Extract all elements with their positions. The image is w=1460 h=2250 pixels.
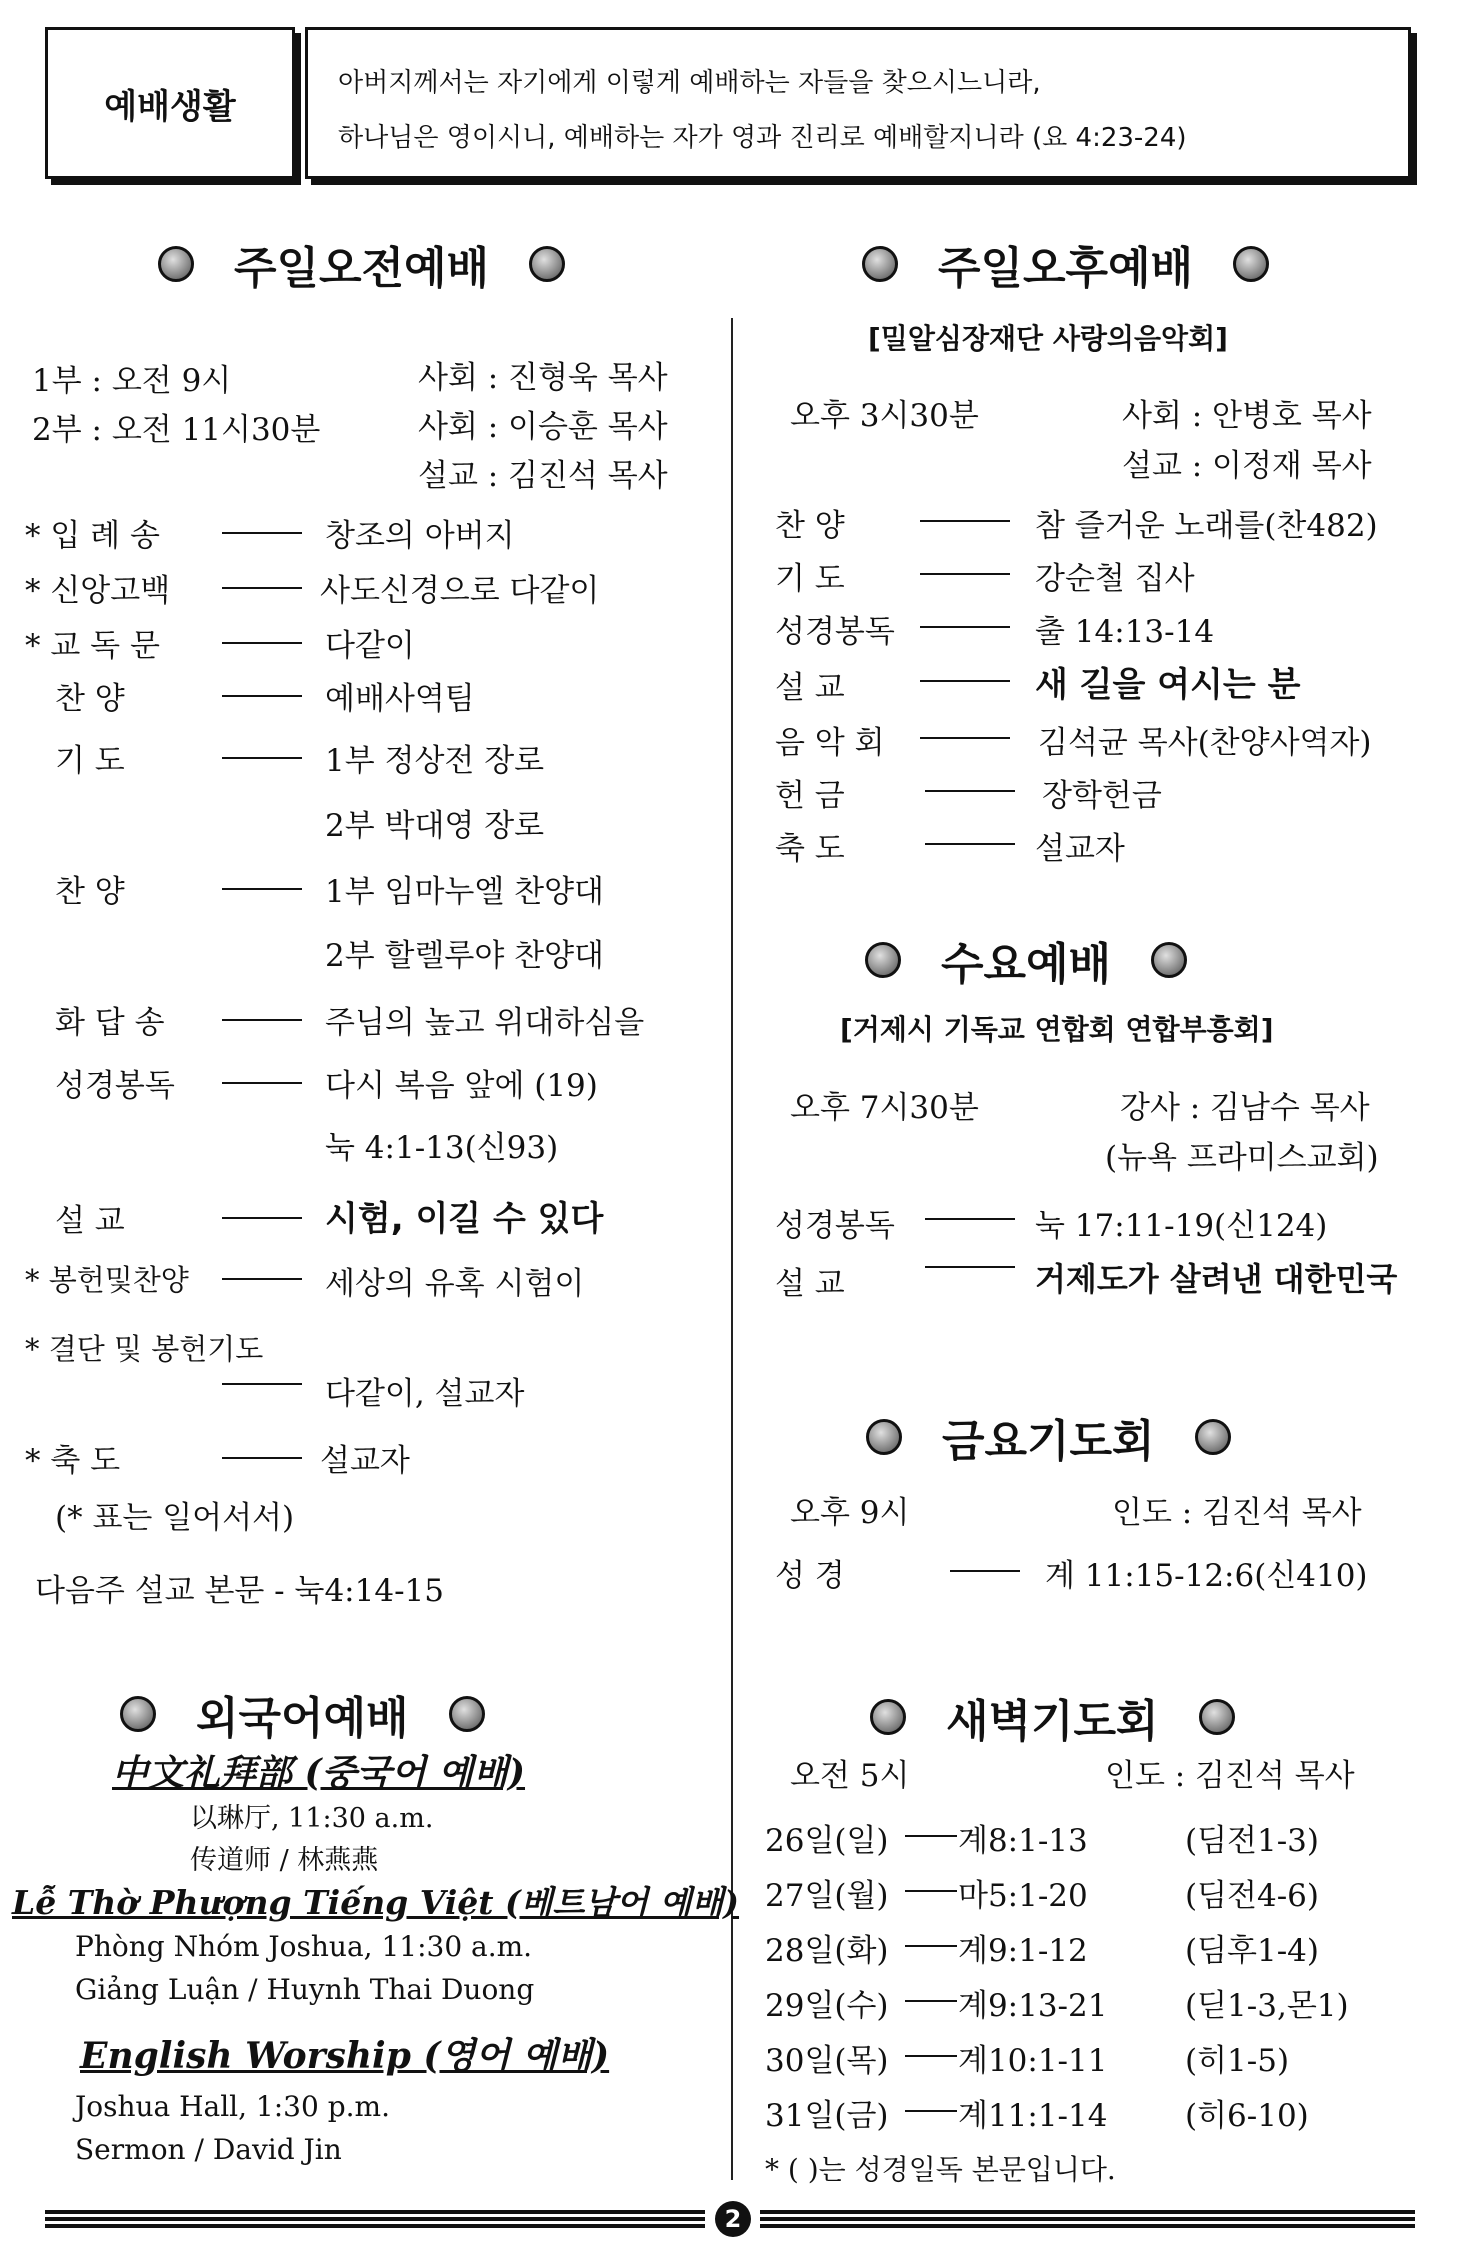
order-value: 출 14:13-14 (1035, 614, 1215, 650)
bullet-icon (449, 1696, 485, 1732)
dash (222, 1457, 302, 1459)
order-value: 1부 정상전 장로 (325, 743, 545, 779)
schedule-reading: (딛1-3,몬1) (1185, 1988, 1349, 2024)
dash (222, 532, 302, 534)
dash (925, 843, 1015, 845)
schedule-reading: (히1-5) (1185, 2043, 1290, 2079)
dawn-title-text: 새벽기도회 (946, 1696, 1159, 1747)
preacher: 설교 : 김진석 목사 (418, 458, 668, 494)
afternoon-sermon-title: 새 길을 여시는 분 (1035, 665, 1301, 705)
order-label: * 축 도 (25, 1443, 121, 1479)
afternoon-title-text: 주일오후예배 (938, 243, 1194, 294)
dash (925, 790, 1015, 792)
order-value: 사도신경으로 다같이 (320, 573, 600, 609)
dash (925, 1218, 1015, 1220)
afternoon-preacher: 설교 : 이정재 목사 (1122, 448, 1372, 484)
order-label: * 봉헌및찬양 (25, 1263, 189, 1297)
dash (222, 642, 302, 644)
order-label: 찬 양 (55, 681, 125, 717)
order-label: 축 도 (775, 831, 845, 867)
schedule-day: 26일(일) (765, 1823, 889, 1859)
order-value-2: 2부 박대영 장로 (325, 808, 545, 844)
schedule-text: 계10:1-11 (958, 2043, 1108, 2079)
order-value: 강순철 집사 (1035, 561, 1195, 597)
english-line-1: Joshua Hall, 1:30 p.m. (75, 2090, 390, 2123)
morning-title (158, 232, 565, 296)
order-value: 다시 복음 앞에 (19) (325, 1068, 598, 1104)
order-value: 세상의 유혹 시험이 (325, 1266, 585, 1302)
bullet-icon (870, 1699, 906, 1735)
order-value: 설교자 (320, 1443, 410, 1479)
schedule-reading: (딤전4-6) (1185, 1878, 1320, 1914)
foreign-title-text: 외국어예배 (196, 1693, 409, 1744)
schedule-reading: (딤후1-4) (1185, 1933, 1320, 1969)
verse-line-2: 하나님은 영이시니, 예배하는 자가 영과 진리로 예배할지니라 (요 4:23-24) (338, 123, 1187, 153)
dash (920, 626, 1010, 628)
bullet-icon (158, 246, 194, 282)
order-value: 눅 17:11-19(신124) (1035, 1208, 1328, 1244)
wednesday-church: (뉴욕 프라미스교회) (1105, 1140, 1379, 1176)
dash (222, 1082, 302, 1084)
morning-title-text: 주일오전예배 (234, 243, 490, 294)
order-value: 1부 임마누엘 찬양대 (325, 874, 604, 910)
friday-title-text: 금요기도회 (942, 1416, 1155, 1467)
wednesday-sermon-title: 거제도가 살려낸 대한민국 (1035, 1260, 1398, 1298)
dash (222, 587, 302, 589)
schedule-day: 30일(목) (765, 2043, 889, 2079)
verse-line-1: 아버지께서는 자기에게 이렇게 예배하는 자들을 찾으시느니라, (338, 68, 1041, 98)
schedule-reading: (딤전1-3) (1185, 1823, 1320, 1859)
dash (905, 2055, 957, 2057)
dash (920, 573, 1010, 575)
schedule-day: 31일(금) (765, 2098, 889, 2134)
schedule-day: 29일(수) (765, 1988, 889, 2024)
friday-time: 오후 9시 (790, 1495, 910, 1531)
bullet-icon (862, 246, 898, 282)
footer-rule-right (760, 2210, 1415, 2228)
order-label: 음 악 회 (775, 725, 885, 761)
dash (222, 1019, 302, 1021)
bullet-icon (1195, 1419, 1231, 1455)
order-value: 주님의 높고 위대하심을 (325, 1005, 645, 1041)
order-value: 다같이 (325, 628, 415, 664)
order-value-2: 눅 4:1-13(신93) (325, 1130, 559, 1166)
wednesday-speaker: 강사 : 김남수 목사 (1120, 1090, 1370, 1126)
bullet-icon (1151, 942, 1187, 978)
sermon-title: 시험, 이길 수 있다 (325, 1199, 604, 1239)
leader-2: 사회 : 이승훈 목사 (418, 409, 668, 445)
dawn-note: * ( )는 성경일독 본문입니다. (765, 2153, 1116, 2186)
order-label: 설 교 (775, 670, 845, 706)
page-number: 2 (715, 2201, 751, 2237)
service-time-2: 2부 : 오전 11시30분 (32, 412, 321, 448)
order-value: 참 즐거운 노래를(찬482) (1035, 508, 1378, 544)
order-label: * 결단 및 봉헌기도 (25, 1332, 264, 1366)
dash (222, 757, 302, 759)
standing-note: (* 표는 일어서서) (55, 1500, 295, 1536)
order-value: 설교자 (1035, 831, 1125, 867)
schedule-text: 계9:13-21 (958, 1988, 1108, 2024)
schedule-reading: (히6-10) (1185, 2098, 1309, 2134)
dash (920, 680, 1010, 682)
bullet-icon (866, 1419, 902, 1455)
dash (222, 1383, 302, 1385)
schedule-text: 계8:1-13 (958, 1823, 1088, 1859)
dash (905, 1835, 957, 1837)
order-label: 기 도 (55, 743, 125, 779)
dawn-time: 오전 5시 (790, 1758, 910, 1794)
bullet-icon (120, 1696, 156, 1732)
order-label: 성경봉독 (55, 1068, 175, 1104)
order-label: 화 답 송 (55, 1005, 165, 1041)
order-label: 찬 양 (55, 874, 125, 910)
chinese-line-1: 以琳厅, 11:30 a.m. (190, 1803, 434, 1834)
vietnamese-line-1: Phòng Nhóm Joshua, 11:30 a.m. (75, 1930, 533, 1963)
dash (222, 1217, 302, 1219)
order-value: 장학헌금 (1042, 778, 1162, 814)
wednesday-subtitle: [거제시 기독교 연합회 연합부흥회] (840, 1013, 1274, 1046)
schedule-text: 마5:1-20 (958, 1878, 1088, 1914)
order-label: 성경봉독 (775, 614, 895, 650)
dash (905, 1945, 957, 1947)
order-label: * 교 독 문 (25, 628, 160, 664)
wednesday-title-text: 수요예배 (941, 939, 1112, 990)
footer-rule-left (45, 2210, 705, 2228)
order-value: 김석균 목사(찬양사역자) (1038, 725, 1372, 761)
afternoon-leader: 사회 : 안병호 목사 (1122, 398, 1372, 434)
next-week-text: 다음주 설교 본문 - 눅4:14-15 (35, 1573, 444, 1609)
afternoon-title (862, 232, 1269, 296)
dash (222, 695, 302, 697)
section-label: 예배생활 (45, 27, 295, 179)
wednesday-time: 오후 7시30분 (790, 1090, 979, 1126)
order-label: * 입 례 송 (25, 518, 160, 554)
order-label: * 신앙고백 (25, 573, 171, 609)
header-verse (305, 27, 1411, 179)
dawn-leader: 인도 : 김진석 목사 (1105, 1758, 1355, 1794)
service-time-1: 1부 : 오전 9시 (32, 363, 232, 399)
order-label: 기 도 (775, 561, 845, 597)
dash (950, 1570, 1020, 1572)
order-label: 성 경 (775, 1558, 845, 1594)
dash (905, 2110, 957, 2112)
afternoon-time: 오후 3시30분 (790, 398, 979, 434)
english-heading: English Worship (영어 예배) (80, 2035, 610, 2077)
schedule-text: 계11:1-14 (958, 2098, 1108, 2134)
schedule-text: 계9:1-12 (958, 1933, 1088, 1969)
schedule-day: 28일(화) (765, 1933, 889, 1969)
order-label: 설 교 (775, 1266, 845, 1302)
dash (905, 1890, 957, 1892)
dash (222, 1278, 302, 1280)
bullet-icon (529, 246, 565, 282)
foreign-title (120, 1682, 485, 1746)
dash (222, 888, 302, 890)
order-value-2: 2부 할렐루야 찬양대 (325, 938, 604, 974)
order-label: 찬 양 (775, 508, 845, 544)
order-label: 성경봉독 (775, 1208, 895, 1244)
bullet-icon (1233, 246, 1269, 282)
vietnamese-heading: Lễ Thờ Phượng Tiếng Việt (베트남어 예배) (12, 1883, 740, 1922)
order-label: 설 교 (55, 1203, 125, 1239)
english-line-2: Sermon / David Jin (75, 2133, 342, 2166)
wednesday-title (865, 928, 1187, 992)
bullet-icon (1199, 1699, 1235, 1735)
chinese-heading: 中文礼拜部 (중국어 예배) (112, 1752, 526, 1794)
bullet-icon (865, 942, 901, 978)
vietnamese-line-2: Giảng Luận / Huynh Thai Duong (75, 1973, 535, 2006)
dash (920, 520, 1010, 522)
order-value: 예배사역팀 (325, 681, 475, 717)
order-value: 다같이, 설교자 (325, 1376, 525, 1412)
leader-1: 사회 : 진형욱 목사 (418, 360, 668, 396)
afternoon-subtitle: [밀알심장재단 사랑의음악회] (868, 322, 1228, 355)
dash (905, 2000, 957, 2002)
dash (920, 737, 1010, 739)
schedule-day: 27일(월) (765, 1878, 889, 1914)
order-value: 계 11:15-12:6(신410) (1045, 1558, 1368, 1594)
dawn-title (870, 1685, 1235, 1749)
friday-title (866, 1405, 1231, 1469)
order-value: 창조의 아버지 (325, 518, 515, 554)
order-label: 헌 금 (775, 778, 845, 814)
friday-leader: 인도 : 김진석 목사 (1112, 1495, 1362, 1531)
chinese-line-2: 传道师 / 林燕燕 (190, 1845, 379, 1876)
dash (925, 1266, 1015, 1268)
